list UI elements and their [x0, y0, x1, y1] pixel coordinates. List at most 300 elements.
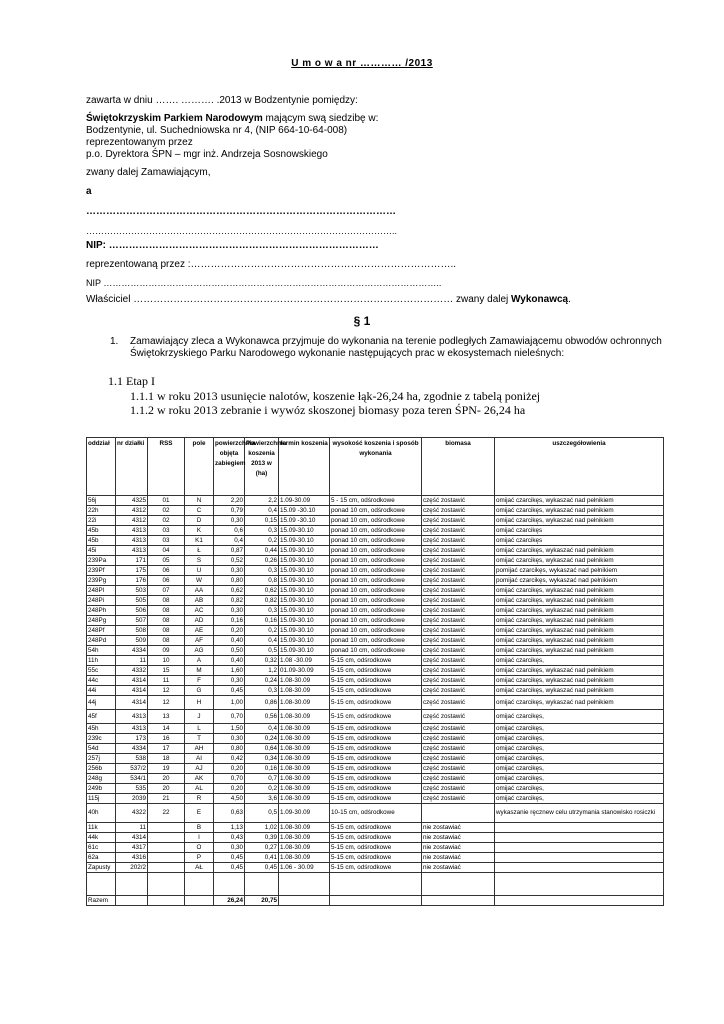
cell-nr-dzialki: 171 [116, 556, 148, 566]
cell-pole: A [185, 656, 214, 666]
cell-powierzchnia: 0,30 [214, 566, 245, 576]
cell-empty [330, 896, 422, 906]
cell-biomasa [422, 804, 495, 823]
cell-powierzchnia: 0,87 [214, 546, 245, 556]
cell-nr-dzialki: 509 [116, 636, 148, 646]
cell-empty [422, 896, 495, 906]
subitem-1: 1.1.1 w roku 2013 usunięcie nalotów, koszenie łąk-26,24 ha, zgodnie z tabelą poniżej [130, 389, 541, 403]
cell-koszenia: 0,5 [245, 804, 279, 823]
cell-koszenia: 0,41 [245, 853, 279, 863]
cell-pole: I [185, 833, 214, 843]
cell-nr-dzialki: 4317 [116, 843, 148, 853]
cell-uszczegolowienia: omijać czarcikęs [495, 536, 664, 546]
cell-rss: 22 [148, 804, 185, 823]
cell-uszczegolowienia: omijać czarcikęs, [495, 764, 664, 774]
owner-end: . [568, 294, 571, 305]
cell-rss: 01 [148, 496, 185, 506]
cell-nr-dzialki: 4313 [116, 526, 148, 536]
cell-nr-dzialki: 11 [116, 656, 148, 666]
cell-pole: D [185, 516, 214, 526]
cell-rss: 18 [148, 754, 185, 764]
cell-oddzial: 248Pl [87, 586, 116, 596]
table-row [87, 536, 664, 546]
cell-wysokosc: 5-15 cm, odśrodkowe [330, 863, 422, 873]
cell-uszczegolowienia: omijać czarcikęs, wykaszać nad pełnikiem [495, 636, 664, 646]
cell-koszenia: 0,7 [245, 774, 279, 784]
cell-wysokosc: 5-15 cm, odśrodkowe [330, 843, 422, 853]
cell-oddzial: 239Pg [87, 576, 116, 586]
cell-oddzial: 55c [87, 666, 116, 676]
cell-uszczegolowienia [495, 823, 664, 833]
cell-oddzial: 44k [87, 833, 116, 843]
mowing-table [86, 437, 664, 906]
cell-termin: 1.08-30.09 [279, 696, 330, 710]
cell-biomasa: nie zostawiać [422, 853, 495, 863]
cell-termin: 15.09-30.10 [279, 546, 330, 556]
cell-wysokosc: 5-15 cm, odśrodkowe [330, 666, 422, 676]
cell-termin: 15.09-30.10 [279, 526, 330, 536]
cell-powierzchnia: 0,50 [214, 646, 245, 656]
table-row [87, 833, 664, 843]
table-row [87, 636, 664, 646]
table-row [87, 804, 664, 823]
cell-uszczegolowienia: omijać czarcikęs, wykaszać nad pełnikiem [495, 676, 664, 686]
cell-biomasa: część zostawić [422, 606, 495, 616]
cell-biomasa: część zostawić [422, 546, 495, 556]
page-title: U m o w a nr ………… /2013 [291, 58, 433, 69]
cell-rss: 16 [148, 734, 185, 744]
cell-wysokosc: 5 - 15 cm, odśrodkowe [330, 496, 422, 506]
cell-pole: P [185, 853, 214, 863]
party1-name: Świętokrzyskim Parkiem Narodowym [86, 113, 263, 124]
cell-rss: 17 [148, 744, 185, 754]
cell-uszczegolowienia: omijać czarcikęs, [495, 774, 664, 784]
cell-biomasa: część zostawić [422, 566, 495, 576]
cell-pole: W [185, 576, 214, 586]
cell-rss: 11 [148, 676, 185, 686]
cell-koszenia: 0,16 [245, 616, 279, 626]
table-row [87, 586, 664, 596]
cell-koszenia: 0,15 [245, 516, 279, 526]
cell-koszenia: 0,27 [245, 843, 279, 853]
item-1-number: 1. [110, 336, 119, 347]
cell-koszenia: 0,3 [245, 606, 279, 616]
cell-termin: 1.08-30.09 [279, 676, 330, 686]
cell-empty [116, 873, 148, 896]
cell-nr-dzialki: 535 [116, 784, 148, 794]
table-row [87, 734, 664, 744]
table-row [87, 556, 664, 566]
cell-uszczegolowienia: omijać czarcikęs, [495, 744, 664, 754]
cell-koszenia: 0,4 [245, 636, 279, 646]
cell-empty [185, 896, 214, 906]
cell-rss: 06 [148, 566, 185, 576]
cell-oddzial: 257j [87, 754, 116, 764]
table-row [87, 710, 664, 724]
cell-powierzchnia: 0,63 [214, 804, 245, 823]
table-row [87, 526, 664, 536]
cell-koszenia: 0,82 [245, 596, 279, 606]
cell-rss: 03 [148, 526, 185, 536]
cell-termin: 1.08-30.09 [279, 774, 330, 784]
cell-wysokosc: 5-15 cm, odśrodkowe [330, 764, 422, 774]
table-blank-row [87, 873, 664, 896]
header-uszczegolowienia: uszczegółowienia [495, 438, 664, 496]
cell-biomasa: część zostawić [422, 686, 495, 696]
cell-nr-dzialki: 4312 [116, 506, 148, 516]
cell-wysokosc: 10-15 cm, odśrodkowe [330, 804, 422, 823]
cell-biomasa: część zostawić [422, 496, 495, 506]
cell-wysokosc: ponad 10 cm, odśrodkowe [330, 536, 422, 546]
cell-oddzial: 62a [87, 853, 116, 863]
cell-wysokosc: ponad 10 cm, odśrodkowe [330, 586, 422, 596]
cell-nr-dzialki: 507 [116, 616, 148, 626]
cell-nr-dzialki: 4334 [116, 744, 148, 754]
cell-empty [495, 873, 664, 896]
cell-oddzial: 248Pf [87, 626, 116, 636]
cell-termin: 1.08-30.09 [279, 686, 330, 696]
cell-uszczegolowienia: omijać czarcikęs, wykaszać nad pełnikiem [495, 586, 664, 596]
cell-pole: C [185, 506, 214, 516]
cell-termin: 15.09-30.10 [279, 606, 330, 616]
cell-rss [148, 863, 185, 873]
cell-oddzial: 44c [87, 676, 116, 686]
cell-oddzial: 22i [87, 516, 116, 526]
cell-oddzial: 56j [87, 496, 116, 506]
total-area: 26,24 [214, 896, 245, 906]
cell-biomasa: część zostawić [422, 666, 495, 676]
cell-rss [148, 833, 185, 843]
cell-powierzchnia: 0,20 [214, 784, 245, 794]
cell-biomasa: część zostawić [422, 536, 495, 546]
cell-wysokosc: 5-15 cm, odśrodkowe [330, 784, 422, 794]
cell-rss: 10 [148, 656, 185, 666]
cell-empty [245, 873, 279, 896]
cell-oddzial: 40h [87, 804, 116, 823]
cell-nr-dzialki: 4312 [116, 516, 148, 526]
cell-powierzchnia: 1,00 [214, 696, 245, 710]
cell-biomasa: część zostawić [422, 516, 495, 526]
table-row [87, 823, 664, 833]
cell-pole: L [185, 724, 214, 734]
cell-nr-dzialki: 2039 [116, 794, 148, 804]
cell-nr-dzialki: 537/2 [116, 764, 148, 774]
party1-line [86, 113, 378, 125]
table-row [87, 566, 664, 576]
cell-rss: 08 [148, 636, 185, 646]
cell-uszczegolowienia [495, 843, 664, 853]
cell-oddzial: 239c [87, 734, 116, 744]
cell-wysokosc: 5-15 cm, odśrodkowe [330, 656, 422, 666]
cell-biomasa: część zostawić [422, 616, 495, 626]
total-mowing: 20,75 [245, 896, 279, 906]
cell-termin: 15.09-30.10 [279, 576, 330, 586]
cell-wysokosc: ponad 10 cm, odśrodkowe [330, 556, 422, 566]
table-row [87, 666, 664, 676]
cell-wysokosc: 5-15 cm, odśrodkowe [330, 823, 422, 833]
cell-koszenia: 0,8 [245, 576, 279, 586]
cell-wysokosc: ponad 10 cm, odśrodkowe [330, 606, 422, 616]
cell-uszczegolowienia: omijać czarcikęs, [495, 734, 664, 744]
cell-rss: 12 [148, 686, 185, 696]
cell-oddzial: 45h [87, 724, 116, 734]
cell-nr-dzialki: 4325 [116, 496, 148, 506]
cell-oddzial: 61c [87, 843, 116, 853]
cell-wysokosc: ponad 10 cm, odśrodkowe [330, 516, 422, 526]
cell-termin: 1.08-30.09 [279, 833, 330, 843]
cell-powierzchnia: 0,43 [214, 833, 245, 843]
cell-termin: 1.08-30.09 [279, 853, 330, 863]
cell-wysokosc: ponad 10 cm, odśrodkowe [330, 576, 422, 586]
cell-termin: 01.09-30.09 [279, 666, 330, 676]
cell-wysokosc: 5-15 cm, odśrodkowe [330, 696, 422, 710]
cell-nr-dzialki: 4314 [116, 676, 148, 686]
cell-powierzchnia: 0,16 [214, 616, 245, 626]
cell-uszczegolowienia: omijać czarcikęs, wykaszać nad pełnikiem [495, 496, 664, 506]
cell-koszenia: 0,5 [245, 646, 279, 656]
cell-nr-dzialki: 4313 [116, 724, 148, 734]
cell-rss: 03 [148, 536, 185, 546]
cell-koszenia: 0,24 [245, 734, 279, 744]
header-oddzial: oddział [87, 438, 116, 496]
cell-nr-dzialki: 11 [116, 823, 148, 833]
cell-powierzchnia: 0,70 [214, 710, 245, 724]
cell-nr-dzialki: 508 [116, 626, 148, 636]
cell-koszenia: 0,64 [245, 744, 279, 754]
cell-uszczegolowienia: omijać czarcikęs, wykaszać nad pełnikiem [495, 516, 664, 526]
cell-wysokosc: 5-15 cm, odśrodkowe [330, 710, 422, 724]
cell-pole: AG [185, 646, 214, 656]
cell-oddzial: 54h [87, 646, 116, 656]
cell-uszczegolowienia: omijać czarcikęs, wykaszać nad pełnikiem [495, 666, 664, 676]
cell-pole: AŁ [185, 863, 214, 873]
header-powierzchnia: powierzchnia objęta zabiegiem [214, 438, 245, 496]
table-row [87, 646, 664, 656]
cell-biomasa: nie zostawiać [422, 833, 495, 843]
cell-pole: T [185, 734, 214, 744]
cell-pole: AH [185, 744, 214, 754]
cell-oddzial: 45b [87, 536, 116, 546]
cell-nr-dzialki: 503 [116, 586, 148, 596]
cell-pole: H [185, 696, 214, 710]
cell-uszczegolowienia [495, 863, 664, 873]
cell-nr-dzialki: 506 [116, 606, 148, 616]
cell-koszenia: 1,02 [245, 823, 279, 833]
cell-termin: 15.09-30.10 [279, 566, 330, 576]
cell-biomasa: nie zostawiać [422, 823, 495, 833]
cell-biomasa: część zostawić [422, 656, 495, 666]
cell-powierzchnia: 0,30 [214, 606, 245, 616]
cell-uszczegolowienia: omijać czarcikęs, wykaszać nad pełnikiem [495, 646, 664, 656]
cell-rss: 08 [148, 626, 185, 636]
cell-termin: 1.08-30.09 [279, 823, 330, 833]
cell-powierzchnia: 0,30 [214, 843, 245, 853]
cell-pole: AD [185, 616, 214, 626]
cell-pole: AE [185, 626, 214, 636]
cell-powierzchnia: 1,60 [214, 666, 245, 676]
cell-pole: U [185, 566, 214, 576]
cell-uszczegolowienia: omijać czarcikęs, wykaszać nad pełnikiem [495, 616, 664, 626]
cell-uszczegolowienia: omijać czarcikęs, [495, 724, 664, 734]
cell-biomasa: część zostawić [422, 676, 495, 686]
cell-koszenia: 0,44 [245, 546, 279, 556]
cell-powierzchnia: 0,82 [214, 596, 245, 606]
cell-termin: 15.09-30.10 [279, 636, 330, 646]
cell-koszenia: 0,62 [245, 586, 279, 596]
cell-oddzial: 11k [87, 823, 116, 833]
cell-powierzchnia: 1,13 [214, 823, 245, 833]
cell-pole: K [185, 526, 214, 536]
cell-powierzchnia: 0,80 [214, 576, 245, 586]
cell-uszczegolowienia: omijać czarcikęs, wykaszać nad pełnikiem [495, 606, 664, 616]
cell-pole: AJ [185, 764, 214, 774]
cell-empty [214, 873, 245, 896]
cell-uszczegolowienia [495, 853, 664, 863]
cell-koszenia: 0,16 [245, 764, 279, 774]
cell-wysokosc: 5-15 cm, odśrodkowe [330, 676, 422, 686]
cell-oddzial: 239Pf [87, 566, 116, 576]
cell-koszenia: 2,2 [245, 496, 279, 506]
table-row [87, 626, 664, 636]
cell-biomasa: część zostawić [422, 596, 495, 606]
cell-koszenia: 0,32 [245, 656, 279, 666]
cell-pole: AA [185, 586, 214, 596]
cell-oddzial: 248Pd [87, 636, 116, 646]
cell-uszczegolowienia: omijać czarcikęs, wykaszać nad pełnikiem [495, 506, 664, 516]
table-total-row [87, 896, 664, 906]
cell-uszczegolowienia: omijać czarcikęs, wykaszać nad pełnikiem [495, 696, 664, 710]
cell-powierzchnia: 0,45 [214, 686, 245, 696]
cell-empty [87, 873, 116, 896]
cell-pole: F [185, 676, 214, 686]
cell-termin: 1.06 - 30.09 [279, 863, 330, 873]
cell-rss: 14 [148, 724, 185, 734]
nip-bold-line: NIP: ……………………………………………………………………… [86, 240, 379, 251]
cell-biomasa: część zostawić [422, 506, 495, 516]
cell-koszenia: 0,4 [245, 724, 279, 734]
cell-powierzchnia: 0,30 [214, 734, 245, 744]
table-row [87, 676, 664, 686]
cell-rss: 13 [148, 710, 185, 724]
cell-termin: 1.08-30.09 [279, 764, 330, 774]
cell-oddzial: 45f [87, 710, 116, 724]
cell-pole: S [185, 556, 214, 566]
cell-termin: 15.09 -30.10 [279, 516, 330, 526]
cell-nr-dzialki: 202/2 [116, 863, 148, 873]
and-a: a [86, 186, 92, 197]
cell-pole: AB [185, 596, 214, 606]
cell-wysokosc: 5-15 cm, odśrodkowe [330, 724, 422, 734]
cell-uszczegolowienia: omijać czarcikęs, [495, 794, 664, 804]
cell-termin: 1.08-30.09 [279, 843, 330, 853]
cell-powierzchnia: 0,40 [214, 636, 245, 646]
cell-powierzchnia: 0,80 [214, 744, 245, 754]
cell-wysokosc: 5-15 cm, odśrodkowe [330, 853, 422, 863]
table-row [87, 843, 664, 853]
cell-pole: N [185, 496, 214, 506]
cell-powierzchnia: 0,45 [214, 853, 245, 863]
cell-powierzchnia: 0,40 [214, 656, 245, 666]
cell-rss [148, 853, 185, 863]
cell-termin: 15.09-30.10 [279, 646, 330, 656]
cell-termin: 15.09 -30.10 [279, 506, 330, 516]
owner-bold: Wykonawcą [511, 294, 569, 305]
cell-biomasa: część zostawić [422, 626, 495, 636]
cell-koszenia: 0,24 [245, 676, 279, 686]
cell-termin: 15.09-30.10 [279, 616, 330, 626]
table-row [87, 774, 664, 784]
cell-empty [422, 873, 495, 896]
cell-uszczegolowienia: omijać czarcikęs, wykaszać nad pełnikiem [495, 686, 664, 696]
table-row [87, 863, 664, 873]
cell-wysokosc: 5-15 cm, odśrodkowe [330, 734, 422, 744]
cell-termin: 15.09-30.10 [279, 536, 330, 546]
cell-koszenia: 3,6 [245, 794, 279, 804]
cell-nr-dzialki: 4334 [116, 646, 148, 656]
table-row [87, 794, 664, 804]
cell-nr-dzialki: 534/1 [116, 774, 148, 784]
cell-rss: 02 [148, 516, 185, 526]
cell-rss: 20 [148, 784, 185, 794]
contractor-address-dots: ………………………………………………………………………………………….. [86, 226, 398, 236]
cell-oddzial: 249b [87, 784, 116, 794]
table-row [87, 506, 664, 516]
cell-koszenia: 0,45 [245, 863, 279, 873]
cell-oddzial: 22h [87, 506, 116, 516]
table-row [87, 686, 664, 696]
cell-wysokosc: ponad 10 cm, odśrodkowe [330, 636, 422, 646]
cell-oddzial: 248Pi [87, 596, 116, 606]
cell-termin: 15.09-30.10 [279, 556, 330, 566]
called-zamawiajacy: zwany dalej Zamawiającym, [86, 167, 211, 178]
header-termin: termin koszenia [279, 438, 330, 496]
cell-koszenia: 0,4 [245, 506, 279, 516]
header-nr-dzialki: nr działki [116, 438, 148, 496]
cell-oddzial: 248Ph [87, 606, 116, 616]
header-rss: RSS [148, 438, 185, 496]
cell-rss: 08 [148, 616, 185, 626]
cell-biomasa: część zostawić [422, 764, 495, 774]
cell-termin: 1.09-30.09 [279, 804, 330, 823]
table-row [87, 764, 664, 774]
cell-biomasa: część zostawić [422, 774, 495, 784]
cell-oddzial: 44j [87, 696, 116, 710]
cell-nr-dzialki: 4313 [116, 710, 148, 724]
table-row [87, 853, 664, 863]
cell-empty [279, 896, 330, 906]
cell-nr-dzialki: 505 [116, 596, 148, 606]
cell-nr-dzialki: 173 [116, 734, 148, 744]
cell-oddzial: 45b [87, 526, 116, 536]
cell-nr-dzialki: 4314 [116, 696, 148, 710]
cell-nr-dzialki: 4313 [116, 536, 148, 546]
cell-rss: 12 [148, 696, 185, 710]
cell-wysokosc: ponad 10 cm, odśrodkowe [330, 506, 422, 516]
table-row [87, 496, 664, 506]
cell-wysokosc: ponad 10 cm, odśrodkowe [330, 626, 422, 636]
cell-powierzchnia: 0,70 [214, 774, 245, 784]
cell-pole: AC [185, 606, 214, 616]
cell-rss: 05 [148, 556, 185, 566]
cell-nr-dzialki: 4322 [116, 804, 148, 823]
cell-koszenia: 0,2 [245, 536, 279, 546]
cell-uszczegolowienia: pomijać czarcikęs, wykaszać nad pełnikiem [495, 576, 664, 586]
cell-wysokosc: 5-15 cm, odśrodkowe [330, 744, 422, 754]
cell-powierzchnia: 0,30 [214, 516, 245, 526]
cell-powierzchnia: 4,50 [214, 794, 245, 804]
cell-oddzial: 11h [87, 656, 116, 666]
cell-rss: 09 [148, 646, 185, 656]
